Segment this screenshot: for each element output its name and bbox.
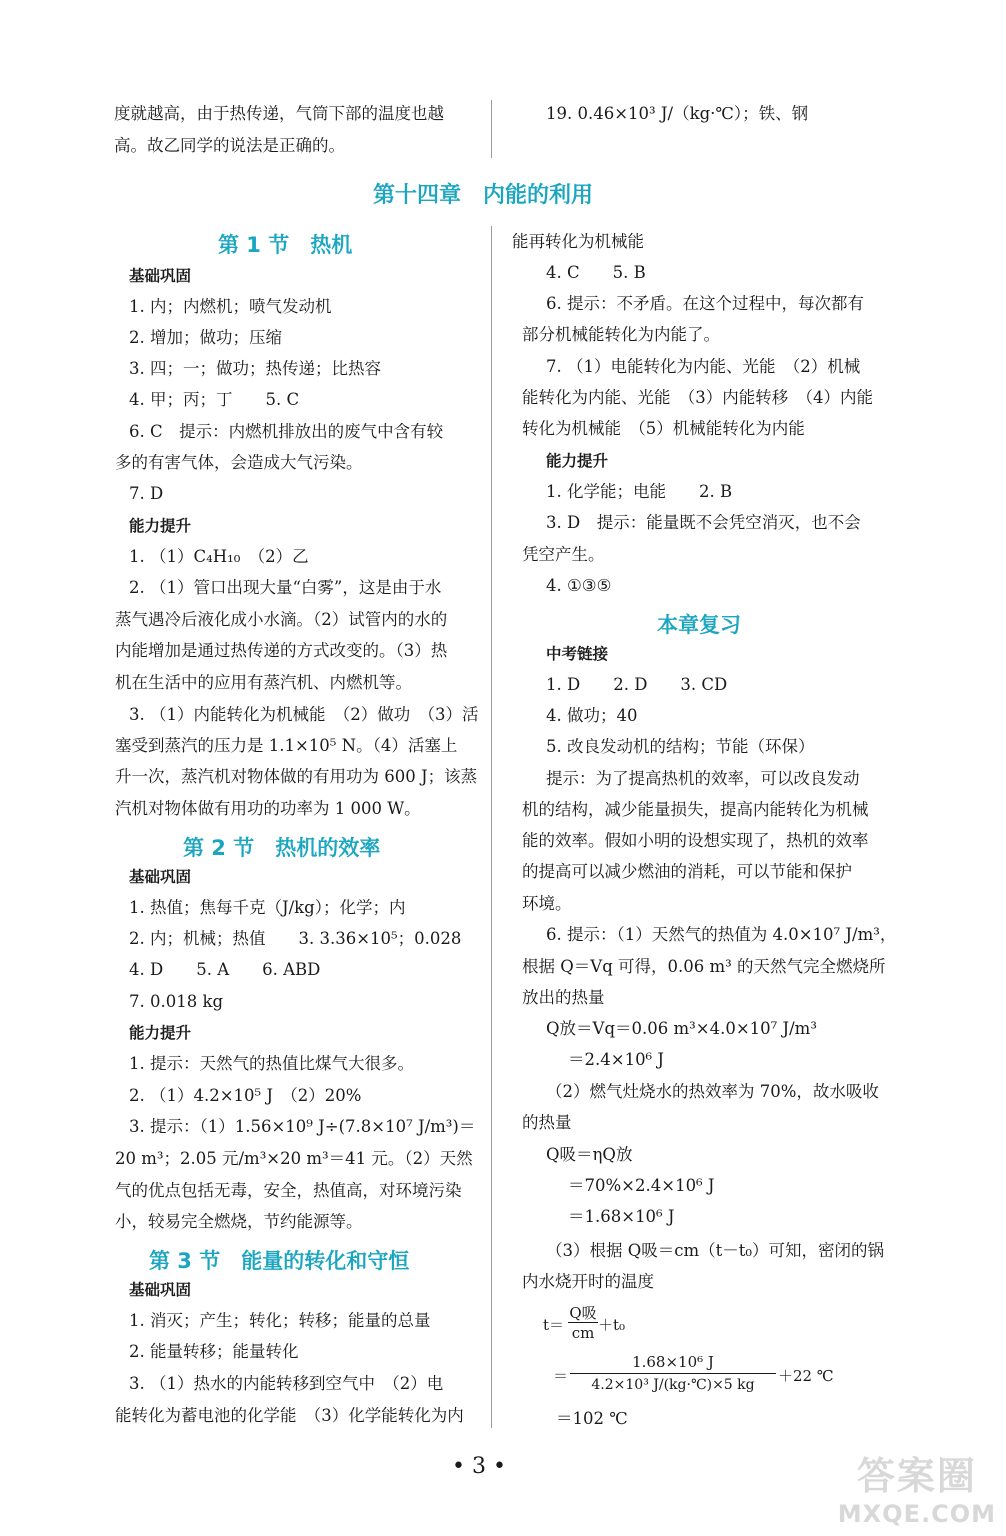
answer-line: 1. 热值；焦每千克（J/kg）；化学；内	[129, 898, 406, 917]
answer-line: 蒸气遇冷后液化成小水滴。（2）试管内的水的	[115, 610, 448, 629]
answer-line: 7. D	[129, 484, 164, 503]
answer-line: 塞受到蒸汽的压力是 1.1×10⁵ N。（4）活塞上	[115, 736, 458, 755]
answer-line: 1. 内；内燃机；喷气发动机	[129, 297, 332, 316]
subheading: 能力提升	[129, 517, 192, 535]
fraction-numerator: 1.68×10⁶ J	[632, 1353, 714, 1371]
column-divider	[491, 100, 492, 158]
answer-line: 根据 Q＝Vq 可得，0.06 m³ 的天然气完全燃烧所	[522, 957, 886, 976]
answer-line: 3. （1）热水的内能转移到空气中 （2）电	[129, 1374, 444, 1393]
answer-line: 7. （1）电能转化为内能、光能 （2）机械	[546, 357, 861, 376]
text-line: 19. 0.46×10³ J/（kg·℃）；铁、钢	[546, 104, 809, 123]
fraction-rhs: ＋22 ℃	[778, 1367, 834, 1385]
fraction-lhs: t＝	[543, 1316, 565, 1334]
answer-line: 能再转化为机械能	[512, 232, 644, 251]
fraction-denominator: 4.2×10³ J/(kg·℃)×5 kg	[591, 1377, 755, 1393]
fraction-bar	[568, 1322, 598, 1323]
page-number: • 3 •	[452, 1454, 506, 1479]
section-title: 第 3 节 能量的转化和守恒	[149, 1249, 410, 1273]
answer-line: 20 m³；2.05 元/m³×20 m³＝41 元。（2）天然	[115, 1149, 473, 1168]
answer-line: 内水烧开时的温度	[522, 1272, 654, 1291]
answer-line: 1. D 2. D 3. CD	[546, 675, 728, 694]
answer-line: 2. 增加；做功；压缩	[129, 328, 282, 347]
answer-line: 放出的热量	[522, 988, 605, 1007]
answer-line: 6. 提示：（1）天然气的热值为 4.0×10⁷ J/m³，	[546, 925, 897, 944]
answer-line: （2）燃气灶烧水的热效率为 70%，故水吸收	[546, 1082, 879, 1101]
fraction-bar	[570, 1373, 776, 1374]
watermark-logo	[838, 1445, 996, 1528]
text-line: 度就越高，由于热传递，气筒下部的温度也越	[114, 104, 444, 123]
answer-line: 4. C 5. B	[546, 263, 646, 282]
answer-line: 小，较易完全燃烧，节约能源等。	[115, 1212, 363, 1231]
subheading: 基础巩固	[129, 1281, 192, 1299]
subheading: 能力提升	[129, 1024, 192, 1042]
subheading: 中考链接	[546, 645, 609, 663]
answer-line: 能转化为蓄电池的化学能 （3）化学能转化为内	[115, 1406, 464, 1425]
watermark-text: 答案圈	[856, 1454, 977, 1498]
answer-line: 部分机械能转化为内能了。	[522, 325, 720, 344]
answer-line: 3. 提示：（1）1.56×10⁹ J÷(7.8×10⁷ J/m³)＝	[129, 1117, 476, 1136]
answer-line: 4. D 5. A 6. ABD	[129, 960, 321, 979]
answer-line: 机的结构，减少能量损失，提高内能转化为机械	[522, 800, 869, 819]
answer-line: 7. 0.018 kg	[129, 992, 224, 1011]
answer-line: 3. 四；一；做功；热传递；比热容	[129, 359, 381, 378]
answer-line: 2. （1）管口出现大量“白雾”，这是由于水	[129, 578, 442, 597]
answer-line: 4. 做功；40	[546, 706, 638, 725]
answer-line: 4. 甲；丙；丁 5. C	[129, 390, 300, 409]
answer-line: 2. 内；机械；热值 3. 3.36×10⁵；0.028	[129, 929, 462, 948]
answer-line: 提示：为了提高热机的效率，可以改良发动	[546, 769, 860, 788]
answer-line: 能转化为内能、光能 （3）内能转移 （4）内能	[522, 388, 873, 407]
section-title: 第 2 节 热机的效率	[183, 836, 381, 860]
answer-line: 机在生活中的应用有蒸汽机、内燃机等。	[115, 673, 412, 692]
chapter-title: 第十四章 内能的利用	[373, 183, 594, 208]
fraction-denominator: cm	[571, 1324, 595, 1342]
answer-line: 5. 改良发动机的结构；节能（环保）	[546, 737, 815, 756]
answer-line: 3. （1）内能转化为机械能 （2）做功 （3）活	[129, 705, 479, 724]
answer-line: 环境。	[522, 894, 572, 913]
answer-line: 多的有害气体，会造成大气污染。	[115, 453, 363, 472]
answer-line: 6. C 提示：内燃机排放出的废气中含有较	[129, 422, 444, 441]
answer-line: 的提高可以减少燃油的消耗，可以节能和保护	[522, 862, 852, 881]
answer-line: 气的优点包括无毒，安全，热值高，对环境污染	[115, 1181, 462, 1200]
answer-line: 3. D 提示：能量既不会凭空消灭，也不会	[546, 513, 861, 532]
answer-line: 4. ①③⑤	[546, 576, 612, 595]
subheading: 基础巩固	[129, 267, 192, 285]
text-line: 高。故乙同学的说法是正确的。	[114, 136, 345, 155]
equation-line: Q放＝Vq＝0.06 m³×4.0×10⁷ J/m³	[546, 1019, 817, 1038]
answer-line: 内能增加是通过热传递的方式改变的。（3）热	[115, 641, 448, 660]
answer-line: 1. 化学能；电能 2. B	[546, 482, 733, 501]
answer-line: 1. 消灭；产生；转化；转移；能量的总量	[129, 1311, 431, 1330]
fraction-numerator: Q吸	[569, 1304, 597, 1322]
equation-line: Q吸＝ηQ放	[546, 1145, 633, 1164]
answer-line: 升一次，蒸汽机对物体做的有用功为 600 J；该蒸	[115, 767, 478, 786]
answer-line: 的热量	[522, 1113, 572, 1132]
equation-line: ＝70%×2.4×10⁶ J	[568, 1176, 715, 1195]
watermark-url: MXQE.COM	[837, 1500, 996, 1528]
answer-line: 1. 提示：天然气的热值比煤气大很多。	[129, 1054, 414, 1073]
answer-line: （3）根据 Q吸＝cm（t－t₀）可知，密闭的锅	[546, 1241, 885, 1260]
fraction-rhs: ＋t₀	[598, 1316, 626, 1334]
section-title: 第 1 节 热机	[218, 233, 353, 257]
fraction-lhs: ＝	[553, 1367, 569, 1385]
answer-line: 6. 提示：不矛盾。在这个过程中，每次都有	[546, 294, 864, 313]
subheading: 能力提升	[546, 452, 609, 470]
answer-line: 转化为机械能 （5）机械能转化为内能	[522, 419, 805, 438]
answer-line: 2. 能量转移；能量转化	[129, 1342, 299, 1361]
equation-line: ＝2.4×10⁶ J	[568, 1050, 665, 1069]
answer-line: 2. （1）4.2×10⁵ J （2）20%	[129, 1086, 362, 1105]
equation-line: ＝102 ℃	[556, 1409, 628, 1428]
answer-line: 能的效率。假如小明的设想实现了，热机的效率	[522, 831, 869, 850]
answer-line: 1. （1）C₄H₁₀ （2）乙	[129, 547, 309, 566]
column-divider	[491, 226, 492, 1428]
answer-line: 汽机对物体做有用功的功率为 1 000 W。	[115, 799, 421, 818]
answer-line: 凭空产生。	[522, 545, 605, 564]
subheading: 基础巩固	[129, 868, 192, 886]
equation-line: ＝1.68×10⁶ J	[568, 1207, 675, 1226]
section-title: 本章复习	[657, 613, 741, 637]
